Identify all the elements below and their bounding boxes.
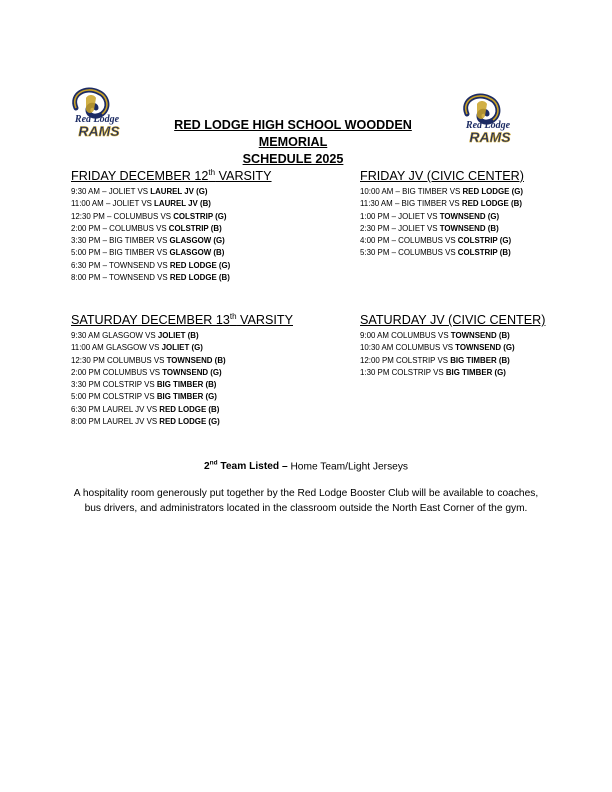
game-matchup: 1:00 PM – JOLIET VS [360,211,440,221]
game-row [71,355,293,367]
game-row [360,211,524,223]
game-row [71,211,272,223]
game-row [71,260,272,272]
home-team: COLSTRIP (G) [457,236,512,246]
game-list [71,186,272,284]
page-title [140,117,446,168]
game-matchup: 8:00 PM – TOWNSEND VS [71,273,170,283]
home-team: RED LODGE (G) [169,260,231,270]
home-team: RED LODGE (G) [462,187,523,196]
game-row [71,379,293,391]
game-matchup: 6:30 PM LAUREL JV VS [71,404,160,414]
game-matchup: 11:00 AM – JOLIET VS [71,199,155,209]
game-row [360,342,545,354]
game-row [71,404,293,416]
home-team: COLSTRIP (B) [168,223,222,233]
red-lodge-rams-logo-left [66,86,128,142]
home-team: COLSTRIP (G) [173,211,227,221]
game-matchup: 2:00 PM – COLUMBUS VS [71,223,169,233]
game-matchup: 10:00 AM – BIG TIMBER VS [360,187,463,196]
game-matchup: 12:30 PM – COLUMBUS VS [71,211,174,221]
game-row [71,247,272,259]
svg-text:Red Lodge: Red Lodge [465,120,511,131]
home-team: GLASGOW (G) [169,236,225,246]
home-team: TOWNSEND (G) [162,367,222,377]
home-team: TOWNSEND (G) [455,343,515,353]
saturday-jv-section [360,312,545,379]
game-matchup: 11:00 AM GLASGOW VS [71,343,162,353]
friday-varsity-heading: FRIDAY DECEMBER 12th VARSITY [71,167,272,183]
game-row [71,391,293,403]
game-matchup: 5:00 PM COLSTRIP VS [71,392,157,402]
home-team: RED LODGE (B) [159,404,220,414]
friday-varsity-section [71,168,272,284]
game-matchup: 9:30 AM GLASGOW VS [71,331,158,340]
home-team: TOWNSEND (G) [439,211,500,221]
game-matchup: 4:00 PM – COLUMBUS VS [360,236,458,246]
game-row [71,198,272,210]
home-team: GLASGOW (B) [169,248,225,258]
game-row [360,247,524,259]
game-matchup: 11:30 AM – BIG TIMBER VS [360,199,462,209]
game-row [360,330,545,342]
home-team: BIG TIMBER (B) [156,380,217,390]
home-team: TOWNSEND (B) [450,331,510,340]
game-list [360,330,545,379]
game-matchup: 1:30 PM COLSTRIP VS [360,367,446,377]
game-matchup: 5:30 PM – COLUMBUS VS [360,248,458,258]
svg-text:Red Lodge: Red Lodge [74,114,120,125]
game-matchup: 3:30 PM COLSTRIP VS [71,380,157,390]
game-row [71,223,272,235]
svg-text:RAMS: RAMS [469,129,511,145]
game-row [71,235,272,247]
game-matchup: 6:30 PM – TOWNSEND VS [71,260,170,270]
game-row [71,342,293,354]
home-team: COLSTRIP (B) [457,248,511,258]
game-row [360,235,524,247]
game-row [360,367,545,379]
game-row [360,223,524,235]
game-row [360,186,524,198]
title-line-1: RED LODGE HIGH SCHOOL WOODDEN MEMORIAL [174,118,412,149]
game-matchup: 9:00 AM COLUMBUS VS [360,331,451,340]
saturday-jv-heading: SATURDAY JV (CIVIC CENTER) [360,313,546,327]
home-team: RED LODGE (B) [169,273,230,283]
svg-text:RAMS: RAMS [78,123,120,139]
home-team: LAUREL JV (G) [150,187,208,196]
game-row [71,186,272,198]
home-team: JOLIET (G) [161,343,203,353]
game-matchup: 10:30 AM COLUMBUS VS [360,343,456,353]
home-team-legend: 2nd Team Listed – Home Team/Light Jerseys [203,460,409,473]
game-matchup: 9:30 AM – JOLIET VS [71,187,151,196]
game-row [360,198,524,210]
home-team: BIG TIMBER (G) [156,392,217,402]
game-row [360,355,545,367]
home-team: BIG TIMBER (G) [445,367,506,377]
saturday-varsity-section [71,312,293,428]
home-team: JOLIET (B) [157,331,199,340]
game-row [71,330,293,342]
hospitality-note: A hospitality room generously put together by the Red Lodge Booster Club will be available to coaches, bus drivers, and administrators located in the classroom outside the North East Corner of the gym. [73,488,539,515]
home-team: LAUREL JV (B) [154,199,211,209]
home-team: RED LODGE (B) [461,199,522,209]
title-line-2: SCHEDULE 2025 [242,152,344,166]
game-matchup: 12:00 PM COLSTRIP VS [360,355,451,365]
home-team: RED LODGE (G) [159,417,220,427]
game-row [71,416,293,428]
game-list [71,330,293,428]
game-row [71,367,293,379]
friday-jv-section [360,168,524,260]
home-team: BIG TIMBER (B) [450,355,510,365]
game-row [71,272,272,284]
game-matchup: 2:30 PM – JOLIET VS [360,223,440,233]
game-matchup: 2:00 PM COLUMBUS VS [71,367,163,377]
saturday-varsity-heading: SATURDAY DECEMBER 13th VARSITY [71,311,293,327]
home-team: TOWNSEND (B) [166,355,226,365]
home-team: TOWNSEND (B) [439,223,499,233]
game-matchup: 5:00 PM – BIG TIMBER VS [71,248,170,258]
game-matchup: 12:30 PM COLUMBUS VS [71,355,167,365]
friday-jv-heading: FRIDAY JV (CIVIC CENTER) [360,169,524,183]
game-matchup: 8:00 PM LAUREL JV VS [71,417,160,427]
red-lodge-rams-logo-right [457,92,519,148]
game-matchup: 3:30 PM – BIG TIMBER VS [71,236,170,246]
game-list [360,186,524,260]
